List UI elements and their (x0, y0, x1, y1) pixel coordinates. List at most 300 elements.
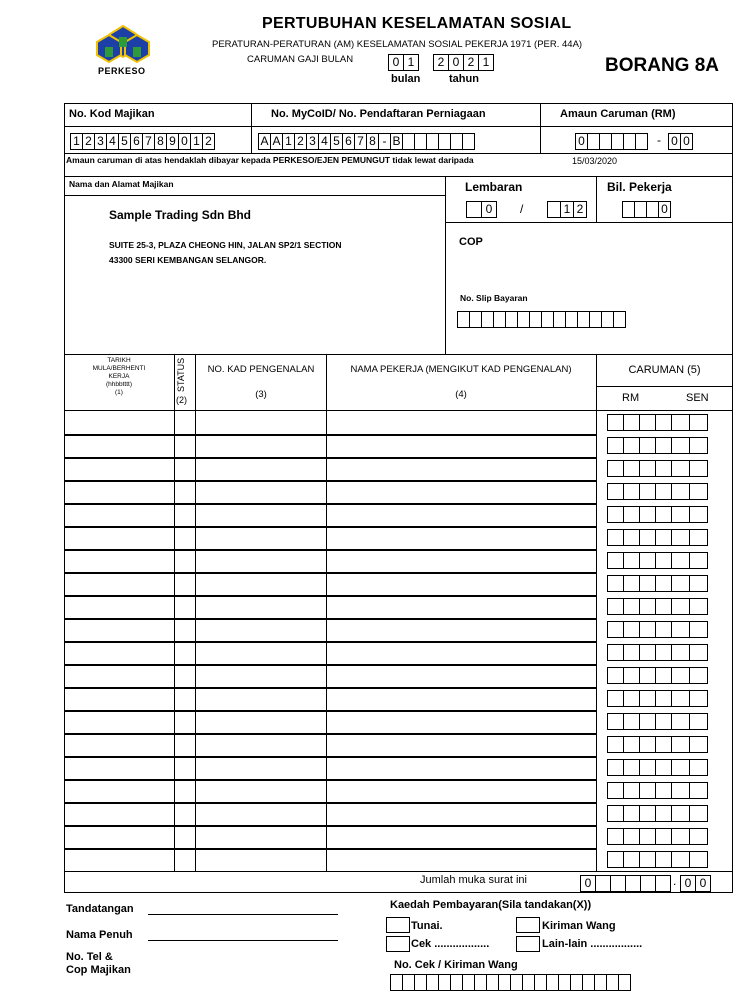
digit-box (671, 414, 689, 431)
digit-box (607, 782, 623, 799)
bil-pekerja-input[interactable] (622, 201, 671, 218)
digit-box (635, 133, 648, 150)
caruman-sen-input[interactable] (671, 759, 708, 776)
jumlah-rm-input[interactable] (580, 875, 671, 892)
company-name: Sample Trading Sdn Bhd (109, 208, 252, 222)
digit-box (689, 598, 708, 615)
digit-box (623, 552, 639, 569)
char-box (493, 311, 505, 328)
kiriman-wang-checkbox[interactable] (516, 917, 540, 933)
digit-box: 0 (575, 133, 587, 150)
regulation-text: PERATURAN-PERATURAN (AM) KESELAMATAN SOSIAL PEKERJA 1971 (PER. 44A) (212, 39, 583, 50)
digit-box (689, 782, 708, 799)
digit-box (639, 506, 655, 523)
digit-box (607, 529, 623, 546)
digit-box (655, 644, 672, 661)
char-box (577, 311, 589, 328)
digit-box (607, 460, 623, 477)
digit-box (655, 736, 672, 753)
jumlah-sen-input[interactable] (680, 875, 711, 892)
digit-box (639, 782, 655, 799)
digit-box (639, 851, 655, 868)
digit-box (587, 133, 599, 150)
char-box (450, 133, 462, 150)
char-box (438, 133, 450, 150)
digit-box (689, 644, 708, 661)
due-note: Amaun caruman di atas hendaklah dibayar kepada PERKESO/EJEN PEMUNGUT tidak lewat daripada (66, 155, 474, 165)
digit-box: 0 (658, 201, 671, 218)
digit-box (655, 529, 672, 546)
char-box (462, 133, 475, 150)
caruman-rm-input[interactable] (607, 690, 672, 707)
digit-box (689, 414, 708, 431)
no-tel-label-1: No. Tel & (66, 951, 113, 963)
kaedah-label: Kaedah Pembayaran(Sila tandakan(X)) (390, 899, 592, 911)
char-box: 8 (366, 133, 378, 150)
digit-box (625, 875, 640, 892)
caruman-rm-input[interactable] (607, 529, 672, 546)
digit-box (689, 667, 708, 684)
char-box: 1 (282, 133, 294, 150)
caruman-sen-input[interactable] (671, 598, 708, 615)
no-tel-label-2: Cop Majikan (66, 964, 131, 976)
digit-box: 1 (560, 201, 573, 218)
digit-box (639, 598, 655, 615)
char-box (498, 974, 510, 991)
digit-box (689, 529, 708, 546)
mycoid-input[interactable] (258, 133, 475, 150)
digit-box (689, 851, 708, 868)
char-box (426, 974, 438, 991)
digit-box (639, 736, 655, 753)
digit-box (655, 460, 672, 477)
char-box: 6 (342, 133, 354, 150)
char-box (606, 974, 618, 991)
digit-box (655, 575, 672, 592)
char-box (558, 974, 570, 991)
caruman-sen-input[interactable] (671, 667, 708, 684)
digit-box (689, 575, 708, 592)
col2-header: STATUS (176, 357, 186, 392)
caruman-rm-input[interactable] (607, 851, 672, 868)
caruman-rm-input[interactable] (607, 552, 672, 569)
col5-rm: RM (622, 392, 640, 404)
char-box (450, 974, 462, 991)
caruman-sen-input[interactable] (671, 690, 708, 707)
digit-box: 0 (448, 54, 463, 71)
kod-majikan-label: No. Kod Majikan (69, 108, 155, 120)
digit-box: 2 (573, 201, 587, 218)
char-box (553, 311, 565, 328)
digit-box (611, 133, 623, 150)
digit-box (655, 414, 672, 431)
digit-box (671, 667, 689, 684)
caruman-sen-input[interactable] (671, 828, 708, 845)
caruman-gaji-label: CARUMAN GAJI BULAN (247, 54, 354, 65)
char-box: A (258, 133, 270, 150)
char-box (601, 311, 613, 328)
digit-box (689, 506, 708, 523)
char-box: 3 (306, 133, 318, 150)
digit-box (623, 690, 639, 707)
digit-box (639, 414, 655, 431)
digit-box (623, 437, 639, 454)
digit-box (623, 460, 639, 477)
jumlah-label: Jumlah muka surat ini (420, 874, 527, 886)
char-box: 4 (318, 133, 330, 150)
digit-box: 2 (202, 133, 215, 150)
digit-box: 2 (433, 54, 448, 71)
tahun-boxes[interactable] (433, 54, 494, 71)
digit-box: 0 (680, 133, 693, 150)
digit-box (623, 851, 639, 868)
cek-checkbox[interactable] (386, 936, 410, 952)
digit-box (639, 759, 655, 776)
caruman-sen-input[interactable] (671, 575, 708, 592)
digit-box (671, 598, 689, 615)
col1-line3: KERJA (108, 373, 130, 380)
digit-box (671, 690, 689, 707)
slip-input[interactable] (457, 311, 626, 328)
digit-box (607, 644, 623, 661)
caruman-rm-input[interactable] (607, 506, 672, 523)
digit-box (623, 483, 639, 500)
digit-box (655, 690, 672, 707)
tunai-checkbox[interactable] (386, 917, 410, 933)
char-box (594, 974, 606, 991)
digit-box (595, 875, 610, 892)
digit-box (639, 644, 655, 661)
digit-box (623, 598, 639, 615)
cek-label: Cek .................. (411, 938, 490, 950)
col1-line2: MULA/BERHENTI (92, 365, 146, 372)
caruman-rm-input[interactable] (607, 782, 672, 799)
digit-box (689, 690, 708, 707)
digit-box (599, 133, 611, 150)
caruman-rm-input[interactable] (607, 828, 672, 845)
digit-box (623, 575, 639, 592)
digit-box (655, 875, 671, 892)
mycoid-label: No. MyCoID/ No. Pendaftaran Perniagaan (271, 108, 486, 120)
caruman-rm-input[interactable] (607, 483, 672, 500)
lembaran-label: Lembaran (465, 180, 523, 194)
digit-box (689, 483, 708, 500)
caruman-sen-input[interactable] (671, 414, 708, 431)
digit-box (607, 690, 623, 707)
caruman-rm-input[interactable] (607, 575, 672, 592)
digit-box (671, 828, 689, 845)
char-box (402, 974, 414, 991)
digit-box (623, 506, 639, 523)
caruman-sen-input[interactable] (671, 552, 708, 569)
char-box (414, 133, 426, 150)
digit-box (689, 621, 708, 638)
digit-box: 1 (403, 54, 419, 71)
char-box (469, 311, 481, 328)
digit-box: 1 (190, 133, 202, 150)
digit-box: 3 (94, 133, 106, 150)
digit-box (689, 460, 708, 477)
char-box (457, 311, 469, 328)
digit-box (671, 460, 689, 477)
caruman-sen-input[interactable] (671, 437, 708, 454)
jumlah-separator: . (673, 874, 677, 888)
digit-box (671, 483, 689, 500)
perkeso-logo (88, 25, 158, 65)
digit-box: 0 (680, 875, 695, 892)
char-box (589, 311, 601, 328)
digit-box (607, 736, 623, 753)
caruman-rm-input[interactable] (607, 621, 672, 638)
digit-box (671, 736, 689, 753)
digit-box (607, 506, 623, 523)
digit-box (607, 552, 623, 569)
digit-box (655, 805, 672, 822)
digit-box (607, 805, 623, 822)
perkeso-logo-icon (88, 25, 158, 65)
digit-box (547, 201, 560, 218)
char-box (517, 311, 529, 328)
col5-sen: SEN (686, 392, 709, 404)
nama-penuh-label: Nama Penuh (66, 929, 133, 941)
digit-box (623, 529, 639, 546)
digit-box: 9 (166, 133, 178, 150)
digit-box (639, 529, 655, 546)
digit-box: 2 (82, 133, 94, 150)
digit-box: 0 (668, 133, 680, 150)
char-box (402, 133, 414, 150)
caruman-sen-input[interactable] (671, 805, 708, 822)
caruman-sen-input[interactable] (671, 483, 708, 500)
amaun-sen-input[interactable] (668, 133, 693, 150)
char-box (546, 974, 558, 991)
caruman-rm-input[interactable] (607, 460, 672, 477)
col3-num: (3) (255, 389, 267, 400)
col2-num: (2) (176, 395, 187, 405)
digit-box: 0 (178, 133, 190, 150)
digit-box: 1 (478, 54, 494, 71)
digit-box (655, 713, 672, 730)
digit-box (623, 414, 639, 431)
digit-box (655, 759, 672, 776)
org-title: PERTUBUHAN KESELAMATAN SOSIAL (262, 15, 572, 32)
digit-box (655, 437, 672, 454)
bulan-label: bulan (391, 73, 421, 85)
digit-box (623, 759, 639, 776)
caruman-sen-input[interactable] (671, 460, 708, 477)
digit-box (607, 621, 623, 638)
caruman-rm-input[interactable] (607, 644, 672, 661)
digit-box (671, 506, 689, 523)
col4-num: (4) (455, 389, 467, 400)
digit-box (639, 437, 655, 454)
address-line2: 43300 SERI KEMBANGAN SELANGOR. (109, 255, 267, 265)
char-box (541, 311, 553, 328)
digit-box (639, 483, 655, 500)
caruman-sen-input[interactable] (671, 529, 708, 546)
tandatangan-line[interactable] (148, 914, 338, 915)
kod-majikan-input[interactable] (70, 133, 215, 150)
char-box (390, 974, 402, 991)
digit-box (607, 828, 623, 845)
caruman-sen-input[interactable] (671, 782, 708, 799)
char-box (534, 974, 546, 991)
digit-box (655, 598, 672, 615)
digit-box (671, 759, 689, 776)
char-box: 5 (330, 133, 342, 150)
char-box: A (270, 133, 282, 150)
lembaran-current[interactable] (466, 201, 497, 218)
caruman-sen-input[interactable] (671, 851, 708, 868)
digit-box: 8 (154, 133, 166, 150)
char-box: - (378, 133, 390, 150)
digit-box (639, 667, 655, 684)
nama-penuh-line[interactable] (148, 940, 338, 941)
tunai-label: Tunai. (411, 920, 443, 932)
char-box (474, 974, 486, 991)
digit-box (607, 598, 623, 615)
caruman-rm-input[interactable] (607, 598, 672, 615)
char-box (510, 974, 522, 991)
digit-box: 6 (130, 133, 142, 150)
col4-header: NAMA PEKERJA (MENGIKUT KAD PENGENALAN) (350, 364, 572, 375)
col3-header: NO. KAD PENGENALAN (207, 364, 315, 375)
digit-box (634, 201, 646, 218)
bulan-boxes[interactable] (388, 54, 419, 71)
lembaran-total[interactable] (547, 201, 587, 218)
caruman-rm-input[interactable] (607, 736, 672, 753)
digit-box (671, 851, 689, 868)
digit-box (639, 575, 655, 592)
digit-box (623, 736, 639, 753)
caruman-rm-input[interactable] (607, 437, 672, 454)
digit-box (655, 506, 672, 523)
char-box (426, 133, 438, 150)
digit-box (607, 713, 623, 730)
caruman-sen-input[interactable] (671, 621, 708, 638)
caruman-sen-input[interactable] (671, 644, 708, 661)
digit-box: 2 (463, 54, 478, 71)
digit-box (639, 690, 655, 707)
digit-box (689, 552, 708, 569)
digit-box (689, 828, 708, 845)
digit-box: 0 (481, 201, 497, 218)
no-cek-label: No. Cek / Kiriman Wang (394, 959, 518, 971)
digit-box (689, 437, 708, 454)
digit-box (655, 552, 672, 569)
lain-lain-label: Lain-lain ................. (542, 938, 643, 950)
cop-label: COP (459, 236, 483, 248)
digit-box (671, 437, 689, 454)
digit-box (655, 828, 672, 845)
due-date: 15/03/2020 (572, 156, 618, 166)
digit-box (689, 805, 708, 822)
caruman-sen-input[interactable] (671, 713, 708, 730)
digit-box (655, 667, 672, 684)
digit-box (623, 782, 639, 799)
bil-pekerja-label: Bil. Pekerja (607, 180, 672, 194)
digit-box (671, 713, 689, 730)
caruman-rm-input[interactable] (607, 805, 672, 822)
digit-box (639, 621, 655, 638)
no-cek-input[interactable] (390, 974, 631, 991)
digit-box (671, 805, 689, 822)
amaun-rm-input[interactable] (575, 133, 648, 150)
digit-box (671, 621, 689, 638)
char-box (565, 311, 577, 328)
digit-box (607, 667, 623, 684)
digit-box (671, 529, 689, 546)
digit-box (655, 782, 672, 799)
digit-box (622, 201, 634, 218)
address-line1: SUITE 25-3, PLAZA CHEONG HIN, JALAN SP2/1 SECTION (109, 240, 342, 250)
char-box (486, 974, 498, 991)
digit-box (639, 805, 655, 822)
digit-box: 0 (580, 875, 595, 892)
col1-num: (1) (115, 389, 123, 396)
logo-text: PERKESO (98, 66, 146, 76)
lain-lain-checkbox[interactable] (516, 936, 540, 952)
digit-box: 7 (142, 133, 154, 150)
digit-box (671, 644, 689, 661)
digit-box (655, 483, 672, 500)
char-box (414, 974, 426, 991)
caruman-rm-input[interactable] (607, 414, 672, 431)
digit-box (466, 201, 481, 218)
char-box (582, 974, 594, 991)
col5-header: CARUMAN (5) (628, 364, 701, 376)
digit-box (655, 851, 672, 868)
digit-box (623, 133, 635, 150)
digit-box (623, 621, 639, 638)
digit-box (623, 667, 639, 684)
char-box: 7 (354, 133, 366, 150)
digit-box (671, 782, 689, 799)
digit-box (689, 736, 708, 753)
digit-box (623, 805, 639, 822)
col1-line1: TARIKH (107, 357, 131, 364)
digit-box: 1 (70, 133, 82, 150)
digit-box (639, 713, 655, 730)
digit-box (623, 713, 639, 730)
nama-alamat-label: Nama dan Alamat Majikan (69, 179, 174, 189)
col1-header (64, 357, 174, 397)
digit-box (655, 621, 672, 638)
caruman-sen-input[interactable] (671, 736, 708, 753)
char-box (613, 311, 626, 328)
caruman-rm-input[interactable] (607, 667, 672, 684)
digit-box (610, 875, 625, 892)
digit-box (607, 851, 623, 868)
digit-box (623, 644, 639, 661)
char-box (505, 311, 517, 328)
char-box (618, 974, 631, 991)
digit-box (607, 759, 623, 776)
digit-box (607, 437, 623, 454)
digit-box (623, 828, 639, 845)
caruman-sen-input[interactable] (671, 506, 708, 523)
digit-box (607, 575, 623, 592)
char-box: 2 (294, 133, 306, 150)
caruman-rm-input[interactable] (607, 713, 672, 730)
form-title: BORANG 8A (605, 55, 720, 76)
digit-box (639, 460, 655, 477)
caruman-rm-input[interactable] (607, 759, 672, 776)
tahun-label: tahun (449, 73, 479, 85)
digit-box (640, 875, 655, 892)
digit-box: 0 (695, 875, 711, 892)
digit-box: 0 (388, 54, 403, 71)
